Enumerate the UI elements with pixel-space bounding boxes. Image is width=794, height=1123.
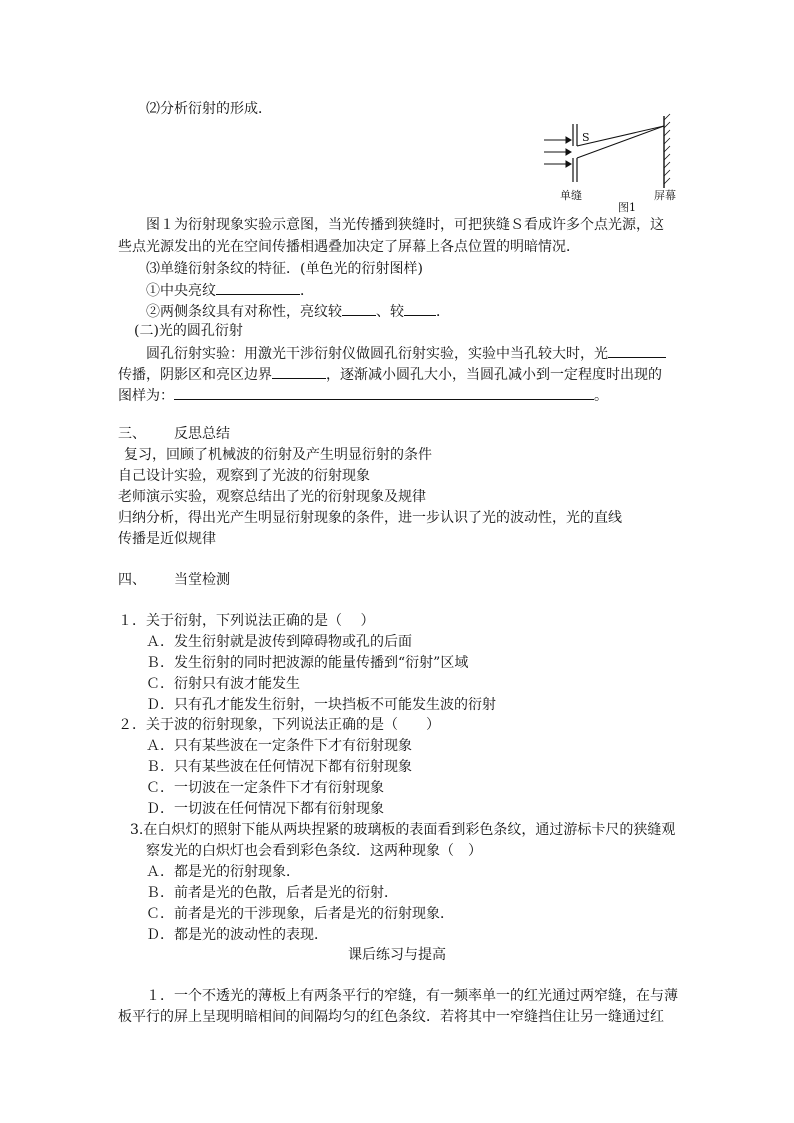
question-3-option: Ｃ．前者是光的干涉现象，后者是光的衍射现象． [146, 906, 454, 922]
circular-hole-text-2: 传播，阴影区和亮区边界 [118, 367, 272, 383]
answer-blank[interactable] [174, 385, 594, 400]
feature-item-2-label: ②两侧条纹具有对称性，亮纹较 [146, 304, 342, 320]
circular-hole-line-2 [118, 364, 662, 384]
part-3-number: 三、 [118, 426, 146, 442]
summary-line: 复习，回顾了机械波的衍射及产生明显衍射的条件 [124, 447, 432, 463]
diffracted-ray [577, 126, 664, 146]
question-3-stem-line-1: 3.在白炽灯的照射下能从两块捏紧的玻璃板的表面看到彩色条纹，通过游标卡尺的狭缝观 [130, 822, 676, 838]
practice-1-line-2: 板平行的屏上呈现明暗相间的间隔均匀的红色条纹．若将其中一窄缝挡住让另一缝通过红 [118, 1009, 664, 1025]
circular-hole-line-1 [146, 343, 666, 363]
answer-blank[interactable] [216, 280, 300, 295]
question-2-option: Ｂ．只有某些波在任何情况下都有衍射现象 [146, 759, 412, 775]
part-4-number: 四、 [118, 572, 146, 588]
figure-caption: 图1 [618, 201, 636, 214]
figure-description-line-2: 些点光源发出的光在空间传播相遇叠加决定了屏幕上各点位置的明暗情况． [118, 239, 580, 255]
figure-description-line-1: 图１为衍射现象实验示意图，当光传播到狭缝时，可把狭缝Ｓ看成许多个点光源，这 [146, 217, 664, 233]
circular-hole-line-3 [118, 385, 608, 405]
summary-line: 传播是近似规律 [118, 531, 216, 547]
section-3-heading: ⑶单缝衍射条纹的特征．(单色光的衍射图样) [146, 261, 423, 277]
circular-hole-text-3: ，逐渐减小圆孔大小，当圆孔减小到一定程度时出现的 [326, 367, 662, 383]
part-4-heading [118, 571, 230, 589]
answer-blank[interactable] [608, 343, 666, 358]
screen-label: 屏幕 [654, 189, 676, 202]
summary-line: 自己设计实验，观察到了光波的衍射现象 [118, 468, 370, 484]
question-2-stem: ２．关于波的衍射现象，下列说法正确的是（ ） [118, 717, 440, 733]
feature-item-2-mid: 、较 [376, 304, 404, 320]
feature-item-1 [146, 280, 314, 300]
part-3-heading [118, 425, 230, 443]
slit-label: S [582, 131, 590, 144]
arrow-head [566, 161, 571, 167]
summary-line: 归纳分析，得出光产生明显衍射现象的条件，进一步认识了光的波动性，光的直线 [118, 510, 622, 526]
after-class-title: 课后练习与提高 [348, 947, 446, 963]
question-3-stem-line-2: 察发光的白炽灯也会看到彩色条纹．这两种现象（ ） [146, 843, 482, 859]
single-slit-label: 单缝 [560, 189, 582, 202]
question-1-stem: １．关于衍射，下列说法正确的是（ ） [118, 613, 375, 629]
diffracted-ray [577, 126, 664, 158]
answer-blank[interactable] [272, 364, 326, 379]
part-3-title: 反思总结 [174, 426, 230, 442]
arrow-head [566, 137, 571, 143]
circular-hole-text-4: 图样为： [118, 388, 174, 404]
circular-hole-text-1: 圆孔衍射实验：用激光干涉衍射仪做圆孔衍射实验，实验中当孔较大时，光 [146, 346, 608, 362]
question-2-option: Ａ．只有某些波在一定条件下才有衍射现象 [146, 738, 412, 754]
question-1-option: Ａ．发生衍射就是波传到障碍物或孔的后面 [146, 634, 412, 650]
question-3-option: Ｂ．前者是光的色散，后者是光的衍射． [146, 885, 398, 901]
summary-line: 老师演示实验，观察总结出了光的衍射现象及规律 [118, 489, 426, 505]
answer-blank[interactable] [342, 301, 376, 316]
subsection-circular-hole-heading: (二)光的圆孔衍射 [134, 323, 243, 339]
section-2-heading: ⑵分析衍射的形成． [146, 101, 272, 117]
question-1-option: Ｄ．只有孔才能发生衍射，一块挡板不可能发生波的衍射 [146, 697, 496, 713]
circular-hole-text-5: 。 [594, 388, 608, 404]
feature-item-1-label: ①中央亮纹 [146, 283, 216, 299]
diffraction-figure [540, 112, 710, 212]
answer-blank[interactable] [404, 301, 436, 316]
feature-item-2 [146, 301, 450, 321]
question-1-option: Ｃ．衍射只有波才能发生 [146, 676, 300, 692]
question-3-option: Ｄ．都是光的波动性的表现． [146, 927, 328, 943]
question-1-option: Ｂ．发生衍射的同时把波源的能量传播到“衍射”区域 [146, 655, 469, 671]
feature-item-2-end: ． [436, 304, 450, 320]
question-2-option: Ｃ．一切波在一定条件下才有衍射现象 [146, 780, 384, 796]
question-2-option: Ｄ．一切波在任何情况下都有衍射现象 [146, 801, 384, 817]
question-3-option: Ａ．都是光的衍射现象． [146, 864, 300, 880]
feature-item-1-end: ． [300, 283, 314, 299]
part-4-title: 当堂检测 [174, 572, 230, 588]
arrow-head [566, 149, 571, 155]
practice-1-line-1: １．一个不透光的薄板上有两条平行的窄缝，有一频率单一的红光通过两窄缝，在与薄 [146, 988, 678, 1004]
